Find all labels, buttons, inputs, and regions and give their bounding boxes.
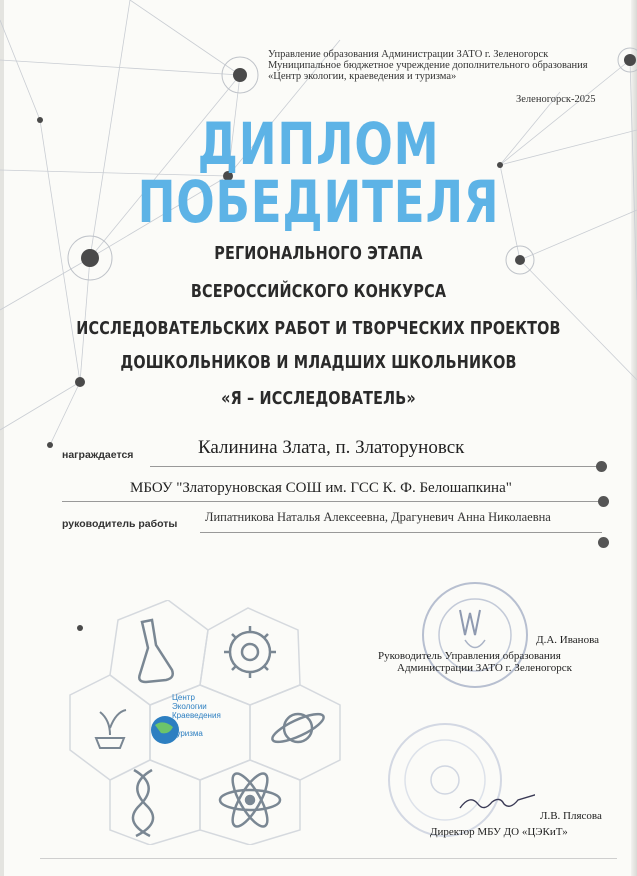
- supervisor-names: Липатникова Наталья Алексеевна, Драгуневич Анна Николаевна: [205, 510, 551, 524]
- org-line-1: Управление образования Администрации ЗАТО г. Зеленогорск: [268, 49, 549, 60]
- school-name: МБОУ "Златоруновская СОШ им. ГСС К. Ф. Белошапкина": [130, 480, 512, 496]
- recipient-name: Калинина Злата, п. Златоруновск: [198, 437, 465, 458]
- recipient-line-dot: [596, 461, 607, 472]
- gear-icon: [224, 626, 276, 678]
- hex-top-left: [110, 600, 208, 705]
- logo-line-4: и: [172, 720, 177, 729]
- school-line-dot: [598, 496, 609, 507]
- signer2-title: Директор МБУ ДО «ЦЭКиТ»: [430, 826, 568, 838]
- logo-line-3: Краеведения: [172, 711, 221, 720]
- hex-bottom-left: [110, 760, 200, 845]
- signer1-title: Руководитель Управления образования: [378, 650, 561, 662]
- logo-line-2: Экологии: [172, 702, 207, 711]
- planet-icon: [269, 709, 327, 747]
- center-logo-text: [172, 693, 221, 738]
- logo-line-5: Туризма: [172, 729, 203, 738]
- sprout-icon: [96, 710, 126, 748]
- signer1-name: Д.А. Иванова: [536, 634, 599, 646]
- flask-icon: [139, 620, 173, 682]
- dna-icon: [133, 770, 153, 836]
- atom-icon: [220, 769, 280, 831]
- subtitle-participants: ДОШКОЛЬНИКОВ И МЛАДШИХ ШКОЛЬНИКОВ: [120, 352, 517, 373]
- title-diploma: ДИПЛОМ: [197, 110, 440, 178]
- signer2-name: Л.В. Плясова: [540, 810, 602, 822]
- signature-director: [455, 790, 535, 815]
- city-year: Зеленогорск-2025: [516, 94, 596, 105]
- subtitle-contest: ВСЕРОССИЙСКОГО КОНКУРСА: [190, 281, 447, 302]
- signer1-organization: Администрации ЗАТО г. Зеленогорск: [397, 662, 572, 674]
- supervisor-line-dot: [598, 537, 609, 548]
- subtitle-works: ИССЛЕДОВАТЕЛЬСКИХ РАБОТ И ТВОРЧЕСКИХ ПРОЕКТОВ: [76, 318, 561, 339]
- subtitle-stage: РЕГИОНАЛЬНОГО ЭТАПА: [214, 243, 423, 264]
- recipient-underline: [150, 466, 600, 467]
- bottom-border: [40, 858, 617, 859]
- supervisor-label: руководитель работы: [62, 518, 178, 530]
- school-underline: [62, 501, 602, 502]
- logo-line-1: Центр: [172, 693, 195, 702]
- org-line-2: Муниципальное бюджетное учреждение дополнительного образования: [268, 60, 588, 71]
- org-line-3: «Центр экологии, краеведения и туризма»: [268, 71, 457, 82]
- round-seal: [375, 720, 515, 840]
- supervisor-underline: [200, 532, 602, 533]
- subtitle-contest-name: «Я – ИССЛЕДОВАТЕЛЬ»: [221, 388, 416, 409]
- title-winner: ПОБЕДИТЕЛЯ: [137, 168, 500, 236]
- awarded-label: награждается: [62, 449, 134, 461]
